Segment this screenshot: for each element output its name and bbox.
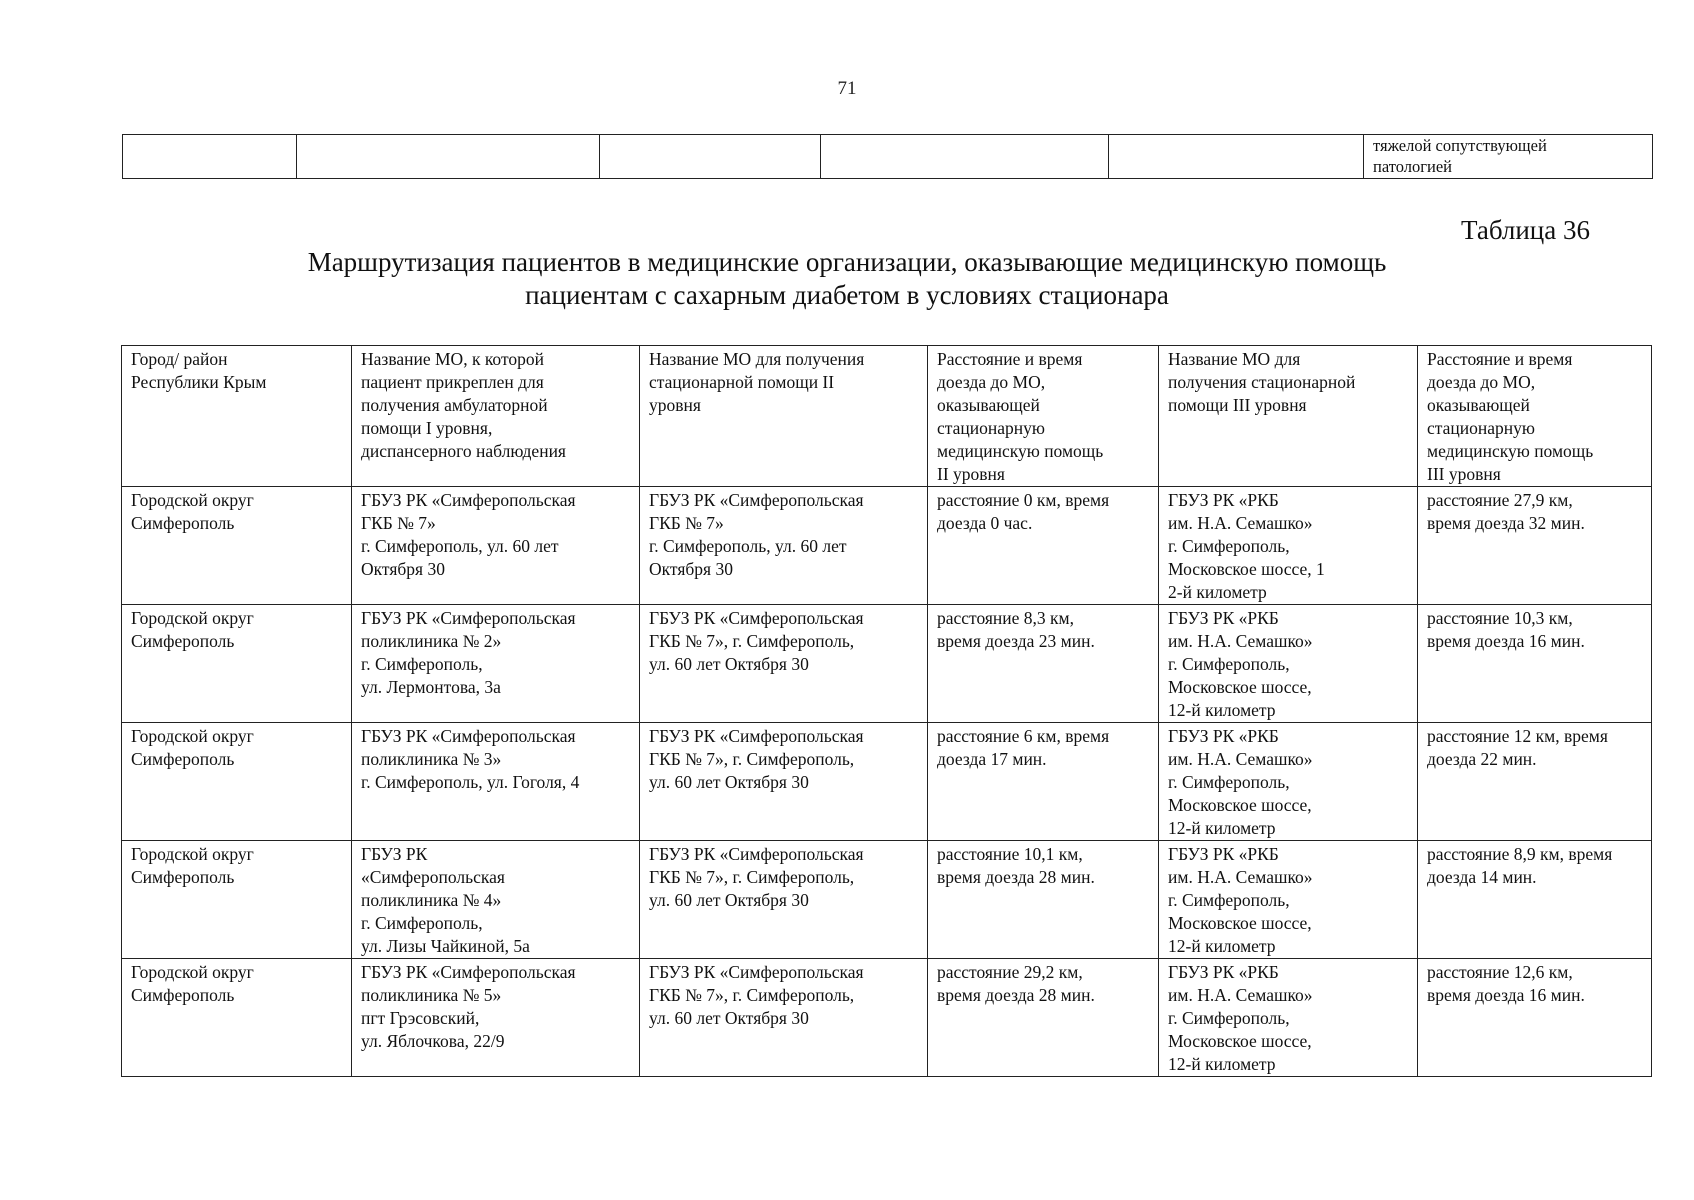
- cell-text-line: расстояние 0 км, время: [937, 490, 1110, 510]
- cell-text-line: Московское шоссе,: [1168, 795, 1312, 815]
- cell-text-line: Московское шоссе,: [1168, 913, 1312, 933]
- table-cell: [352, 841, 640, 959]
- cell-text-line: время доезда 32 мин.: [1427, 513, 1585, 533]
- cell-text-line: ГБУЗ РК «РКБ: [1168, 844, 1279, 864]
- cell-text-line: 12-й километр: [1168, 700, 1276, 720]
- cell-text-line: стационарную: [937, 418, 1045, 438]
- cell-text-line: г. Симферополь, ул. Гоголя, 4: [361, 772, 580, 792]
- table-cell: [1418, 723, 1652, 841]
- cell-text-line: 12-й километр: [1168, 936, 1276, 956]
- cell-text-line: ГБУЗ РК «РКБ: [1168, 490, 1279, 510]
- cell-text-line: медицинскую помощь: [1427, 441, 1594, 461]
- cell-text-line: Симферополь: [131, 631, 235, 651]
- cell-text-line: ГКБ № 7», г. Симферополь,: [649, 749, 855, 769]
- cell-text-line: Симферополь: [131, 749, 235, 769]
- table-cell: [1418, 605, 1652, 723]
- table-cell: [1159, 487, 1418, 605]
- cell-text-line: Октября 30: [649, 559, 733, 579]
- cell-text-line: расстояние 10,1 км,: [937, 844, 1083, 864]
- cell-text-line: доезда до МО,: [1427, 372, 1536, 392]
- cell-text-line: получения стационарной: [1168, 372, 1356, 392]
- cell-text-line: Октября 30: [361, 559, 445, 579]
- cell-text-line: ГБУЗ РК «РКБ: [1168, 962, 1279, 982]
- column-header: [352, 346, 640, 487]
- table-row: [122, 605, 1652, 723]
- cell-text-line: г. Симферополь,: [1168, 772, 1290, 792]
- cell-text-line: г. Симферополь,: [361, 654, 483, 674]
- cell-text-line: г. Симферополь,: [1168, 1008, 1290, 1028]
- cell-text-line: Город/ район: [131, 349, 228, 369]
- cell-text-line: помощи I уровня,: [361, 418, 493, 438]
- table-cell: [640, 723, 928, 841]
- cell-text-line: ГБУЗ РК «Симферопольская: [649, 490, 864, 510]
- cell-text-line: Городской округ: [131, 962, 254, 982]
- cell-text-line: ГКБ № 7»: [361, 513, 436, 533]
- page-number: 71: [837, 78, 857, 99]
- cell-text-line: Городской округ: [131, 490, 254, 510]
- column-header: [1159, 346, 1418, 487]
- cell-text-line: г. Симферополь, ул. 60 лет: [649, 536, 847, 556]
- cell-text-line: г. Симферополь,: [1168, 890, 1290, 910]
- cell-text-line: ГБУЗ РК «Симферопольская: [649, 608, 864, 628]
- cell-text-line: время доезда 23 мин.: [937, 631, 1095, 651]
- column-header: [928, 346, 1159, 487]
- cell-text-line: доезда 22 мин.: [1427, 749, 1537, 769]
- cell-text-line: г. Симферополь,: [1168, 654, 1290, 674]
- cell-text-line: время доезда 28 мин.: [937, 985, 1095, 1005]
- cell-text-line: поликлиника № 5»: [361, 985, 502, 1005]
- cell-text-line: Московское шоссе,: [1168, 677, 1312, 697]
- cell-text-line: расстояние 8,9 км, время: [1427, 844, 1613, 864]
- table-cell: [640, 487, 928, 605]
- routing-table: [121, 345, 1652, 1077]
- table-row: [122, 959, 1652, 1077]
- column-header: [640, 346, 928, 487]
- cell-text-line: ГБУЗ РК «Симферопольская: [649, 726, 864, 746]
- cell-text-line: г. Симферополь, ул. 60 лет: [361, 536, 559, 556]
- cell-text-line: оказывающей: [937, 395, 1040, 415]
- table-cell: [640, 841, 928, 959]
- cell-text-line: ГБУЗ РК «РКБ: [1168, 608, 1279, 628]
- cell-text-line: им. Н.А. Семашко»: [1168, 631, 1313, 651]
- column-header: [1418, 346, 1652, 487]
- cell-text-line: Городской округ: [131, 608, 254, 628]
- cell-text-line: Московское шоссе, 1: [1168, 559, 1325, 579]
- cell-text-line: доезда до МО,: [937, 372, 1046, 392]
- cell-text-line: время доезда 16 мин.: [1427, 985, 1585, 1005]
- cell-text-line: 12-й километр: [1168, 818, 1276, 838]
- table-cell: [123, 135, 297, 179]
- table-cell: [352, 605, 640, 723]
- cell-text-line: ГБУЗ РК: [361, 844, 428, 864]
- table-cell: [928, 605, 1159, 723]
- cell-text-line: ул. 60 лет Октября 30: [649, 890, 809, 910]
- table-cell: [1418, 959, 1652, 1077]
- table-cell: [821, 135, 1109, 179]
- cell-text-line: поликлиника № 2»: [361, 631, 502, 651]
- cell-text-line: расстояние 8,3 км,: [937, 608, 1075, 628]
- cell-text-line: Городской округ: [131, 844, 254, 864]
- cell-text-line: ул. 60 лет Октября 30: [649, 1008, 809, 1028]
- header-row: [122, 346, 1652, 487]
- table-cell: [600, 135, 821, 179]
- cell-text-line: ГБУЗ РК «РКБ: [1168, 726, 1279, 746]
- cell-text-line: им. Н.А. Семашко»: [1168, 867, 1313, 887]
- table-cell: [122, 487, 352, 605]
- cell-text-line: ГБУЗ РК «Симферопольская: [361, 608, 576, 628]
- cell-text-line: расстояние 6 км, время: [937, 726, 1110, 746]
- table-row: [123, 135, 1653, 179]
- cell-text-line: Расстояние и время: [1427, 349, 1573, 369]
- cell-text-line: время доезда 28 мин.: [937, 867, 1095, 887]
- table-cell: [1159, 959, 1418, 1077]
- cell-text-line: Название МО, к которой: [361, 349, 544, 369]
- table-label: Таблица 36: [1461, 215, 1590, 245]
- cell-text-line: ГКБ № 7», г. Симферополь,: [649, 985, 855, 1005]
- column-header: [122, 346, 352, 487]
- table-cell: [352, 723, 640, 841]
- previous-table-fragment: [122, 134, 1653, 179]
- cell-text-line: им. Н.А. Семашко»: [1168, 749, 1313, 769]
- cell-text-line: 12-й километр: [1168, 1054, 1276, 1074]
- table-cell: [1159, 605, 1418, 723]
- cell-text-line: ул. Яблочкова, 22/9: [361, 1031, 505, 1051]
- cell-text-line: расстояние 10,3 км,: [1427, 608, 1573, 628]
- cell-text-line: получения амбулаторной: [361, 395, 548, 415]
- table-cell: [640, 605, 928, 723]
- cell-text-line: ГБУЗ РК «Симферопольская: [361, 726, 576, 746]
- cell-text-line: ГКБ № 7», г. Симферополь,: [649, 631, 855, 651]
- cell-text-line: уровня: [649, 395, 701, 415]
- table-title: [0, 246, 1694, 312]
- cell-text-line: доезда 14 мин.: [1427, 867, 1537, 887]
- table-cell: [122, 723, 352, 841]
- cell-text-line: ГБУЗ РК «Симферопольская: [361, 490, 576, 510]
- cell-text-line: тяжелой сопутствующей: [1373, 136, 1547, 155]
- cell-text-line: поликлиника № 3»: [361, 749, 502, 769]
- cell-text-line: «Симферопольская: [361, 867, 505, 887]
- cell-text-line: пациент прикреплен для: [361, 372, 544, 392]
- cell-text-line: ГКБ № 7», г. Симферополь,: [649, 867, 855, 887]
- cell-text-line: расстояние 12 км, время: [1427, 726, 1608, 746]
- cell-text-line: расстояние 27,9 км,: [1427, 490, 1573, 510]
- table-cell: [928, 841, 1159, 959]
- table-cell: [640, 959, 928, 1077]
- table-cell: [1109, 135, 1364, 179]
- table-cell: [122, 605, 352, 723]
- table-cell: [1418, 487, 1652, 605]
- cell-text-line: им. Н.А. Семашко»: [1168, 513, 1313, 533]
- cell-text-line: III уровня: [1427, 464, 1501, 484]
- cell-text-line: расстояние 29,2 км,: [937, 962, 1083, 982]
- table-cell: [352, 487, 640, 605]
- cell-text-line: время доезда 16 мин.: [1427, 631, 1585, 651]
- cell-text-line: доезда 0 час.: [937, 513, 1033, 533]
- table-cell: [352, 959, 640, 1077]
- table-cell: [928, 723, 1159, 841]
- table-cell: [928, 487, 1159, 605]
- cell-text-line: им. Н.А. Семашко»: [1168, 985, 1313, 1005]
- cell-text-line: пгт Грэсовский,: [361, 1008, 480, 1028]
- cell-text-line: Расстояние и время: [937, 349, 1083, 369]
- cell-text-line: доезда 17 мин.: [937, 749, 1047, 769]
- cell-text-line: 2-й километр: [1168, 582, 1267, 602]
- cell-text-line: Симферополь: [131, 513, 235, 533]
- table-title-line: пациентам с сахарным диабетом в условиях стационара: [525, 280, 1169, 310]
- cell-text-line: ГКБ № 7»: [649, 513, 724, 533]
- cell-text-line: стационарной помощи II: [649, 372, 835, 392]
- cell-text-line: Городской округ: [131, 726, 254, 746]
- cell-text-line: г. Симферополь,: [1168, 536, 1290, 556]
- table-title-line: Маршрутизация пациентов в медицинские организации, оказывающие медицинскую помощь: [307, 247, 1387, 277]
- table-cell: [928, 959, 1159, 1077]
- cell-text-line: ул. Лермонтова, 3а: [361, 677, 501, 697]
- cell-text-line: ГБУЗ РК «Симферопольская: [361, 962, 576, 982]
- table-cell: [297, 135, 600, 179]
- table-row: [122, 487, 1652, 605]
- table-cell: [122, 841, 352, 959]
- cell-text-line: ГБУЗ РК «Симферопольская: [649, 962, 864, 982]
- table-cell: [1418, 841, 1652, 959]
- cell-text-line: II уровня: [937, 464, 1005, 484]
- table-cell: [122, 959, 352, 1077]
- cell-text-line: помощи III уровня: [1168, 395, 1307, 415]
- cell-text-line: Симферополь: [131, 985, 235, 1005]
- table-row: [122, 723, 1652, 841]
- cell-text-line: поликлиника № 4»: [361, 890, 502, 910]
- cell-text-line: Название МО для получения: [649, 349, 865, 369]
- cell-text-line: ул. 60 лет Октября 30: [649, 772, 809, 792]
- cell-text-line: Московское шоссе,: [1168, 1031, 1312, 1051]
- cell-text-line: диспансерного наблюдения: [361, 441, 566, 461]
- table-row: [122, 841, 1652, 959]
- cell-text-line: ул. Лизы Чайкиной, 5а: [361, 936, 530, 956]
- cell-text-line: Симферополь: [131, 867, 235, 887]
- cell-text-line: ул. 60 лет Октября 30: [649, 654, 809, 674]
- table-cell: [1364, 135, 1653, 179]
- cell-text-line: ГБУЗ РК «Симферопольская: [649, 844, 864, 864]
- cell-text-line: расстояние 12,6 км,: [1427, 962, 1573, 982]
- cell-text-line: стационарную: [1427, 418, 1535, 438]
- cell-text-line: оказывающей: [1427, 395, 1530, 415]
- cell-text-line: Республики Крым: [131, 372, 267, 392]
- cell-text-line: г. Симферополь,: [361, 913, 483, 933]
- cell-text-line: Название МО для: [1168, 349, 1301, 369]
- cell-text-line: медицинскую помощь: [937, 441, 1104, 461]
- table-cell: [1159, 841, 1418, 959]
- cell-text-line: патологией: [1373, 157, 1452, 176]
- table-cell: [1159, 723, 1418, 841]
